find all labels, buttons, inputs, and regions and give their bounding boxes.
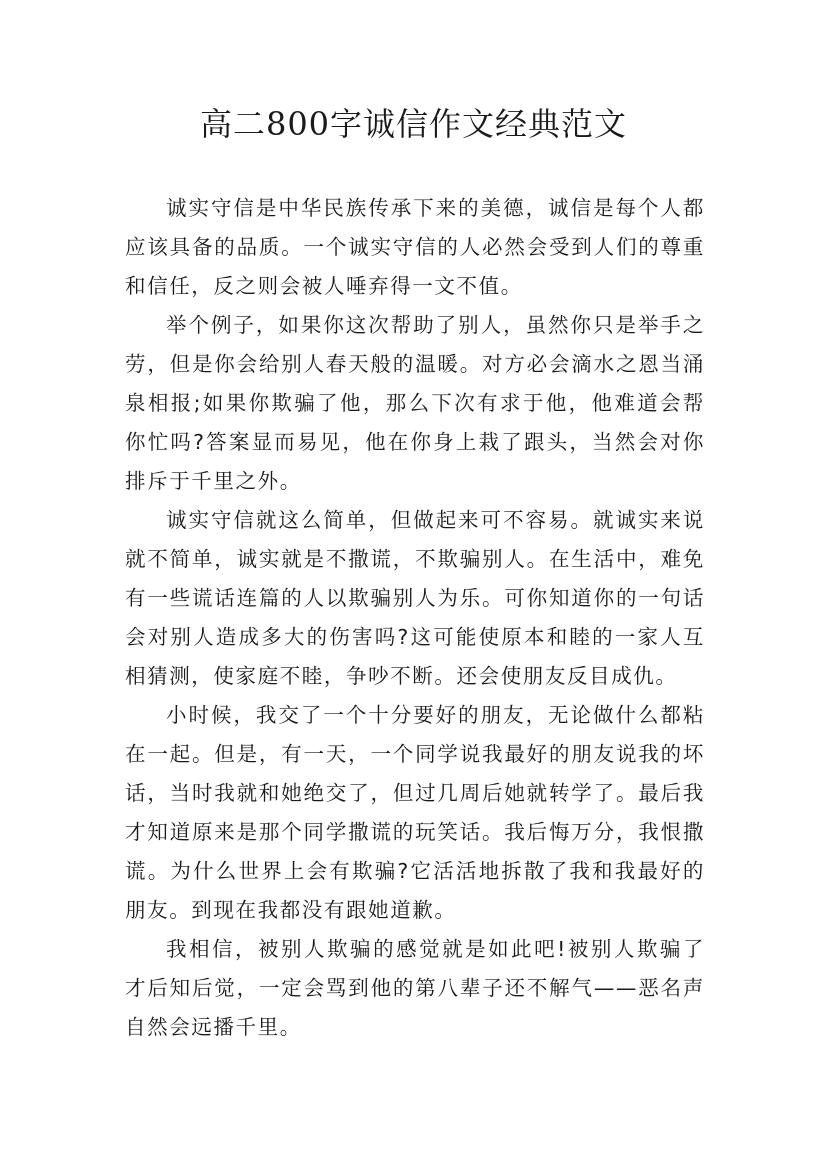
paragraph: 诚实守信是中华民族传承下来的美德，诚信是每个人都应该具备的品质。一个诚实守信的人必然会受到人们的尊重和信任，反之则会被人唾弃得一文不值。 bbox=[125, 196, 705, 298]
document-title: 高二800字诚信作文经典范文 bbox=[199, 105, 628, 143]
paragraph: 我相信，被别人欺骗的感觉就是如此吧!被别人欺骗了才后知后觉，一定会骂到他的第八辈子还不解气——恶名声自然会远播千里。 bbox=[125, 937, 705, 1039]
paragraph: 举个例子，如果你这次帮助了别人，虽然你只是举手之劳，但是你会给别人春天般的温暖。对方必会滴水之恩当涌泉相报;如果你欺骗了他，那么下次有求于他，他难道会帮你忙吗?答案显而易见，他在你身上栽了跟头，当然会对你排斥于千里之外。 bbox=[125, 313, 705, 493]
paragraph: 诚实守信就这么简单，但做起来可不容易。就诚实来说就不简单，诚实就是不撒谎，不欺骗别人。在生活中，难免有一些谎话连篇的人以欺骗别人为乐。可你知道你的一句话会对别人造成多大的伤害吗?这可能使原本和睦的一家人互相猜测，使家庭不睦，争吵不断。还会使朋友反目成仇。 bbox=[125, 508, 705, 688]
document-body bbox=[125, 189, 705, 1047]
paragraph: 小时候，我交了一个十分要好的朋友，无论做什么都粘在一起。但是，有一天，一个同学说我最好的朋友说我的坏话，当时我就和她绝交了，但过几周后她就转学了。最后我才知道原来是那个同学撒谎的玩笑话。我后悔万分，我恨撒谎。为什么世界上会有欺骗?它活活地拆散了我和我最好的朋友。到现在我都没有跟她道歉。 bbox=[125, 703, 705, 922]
